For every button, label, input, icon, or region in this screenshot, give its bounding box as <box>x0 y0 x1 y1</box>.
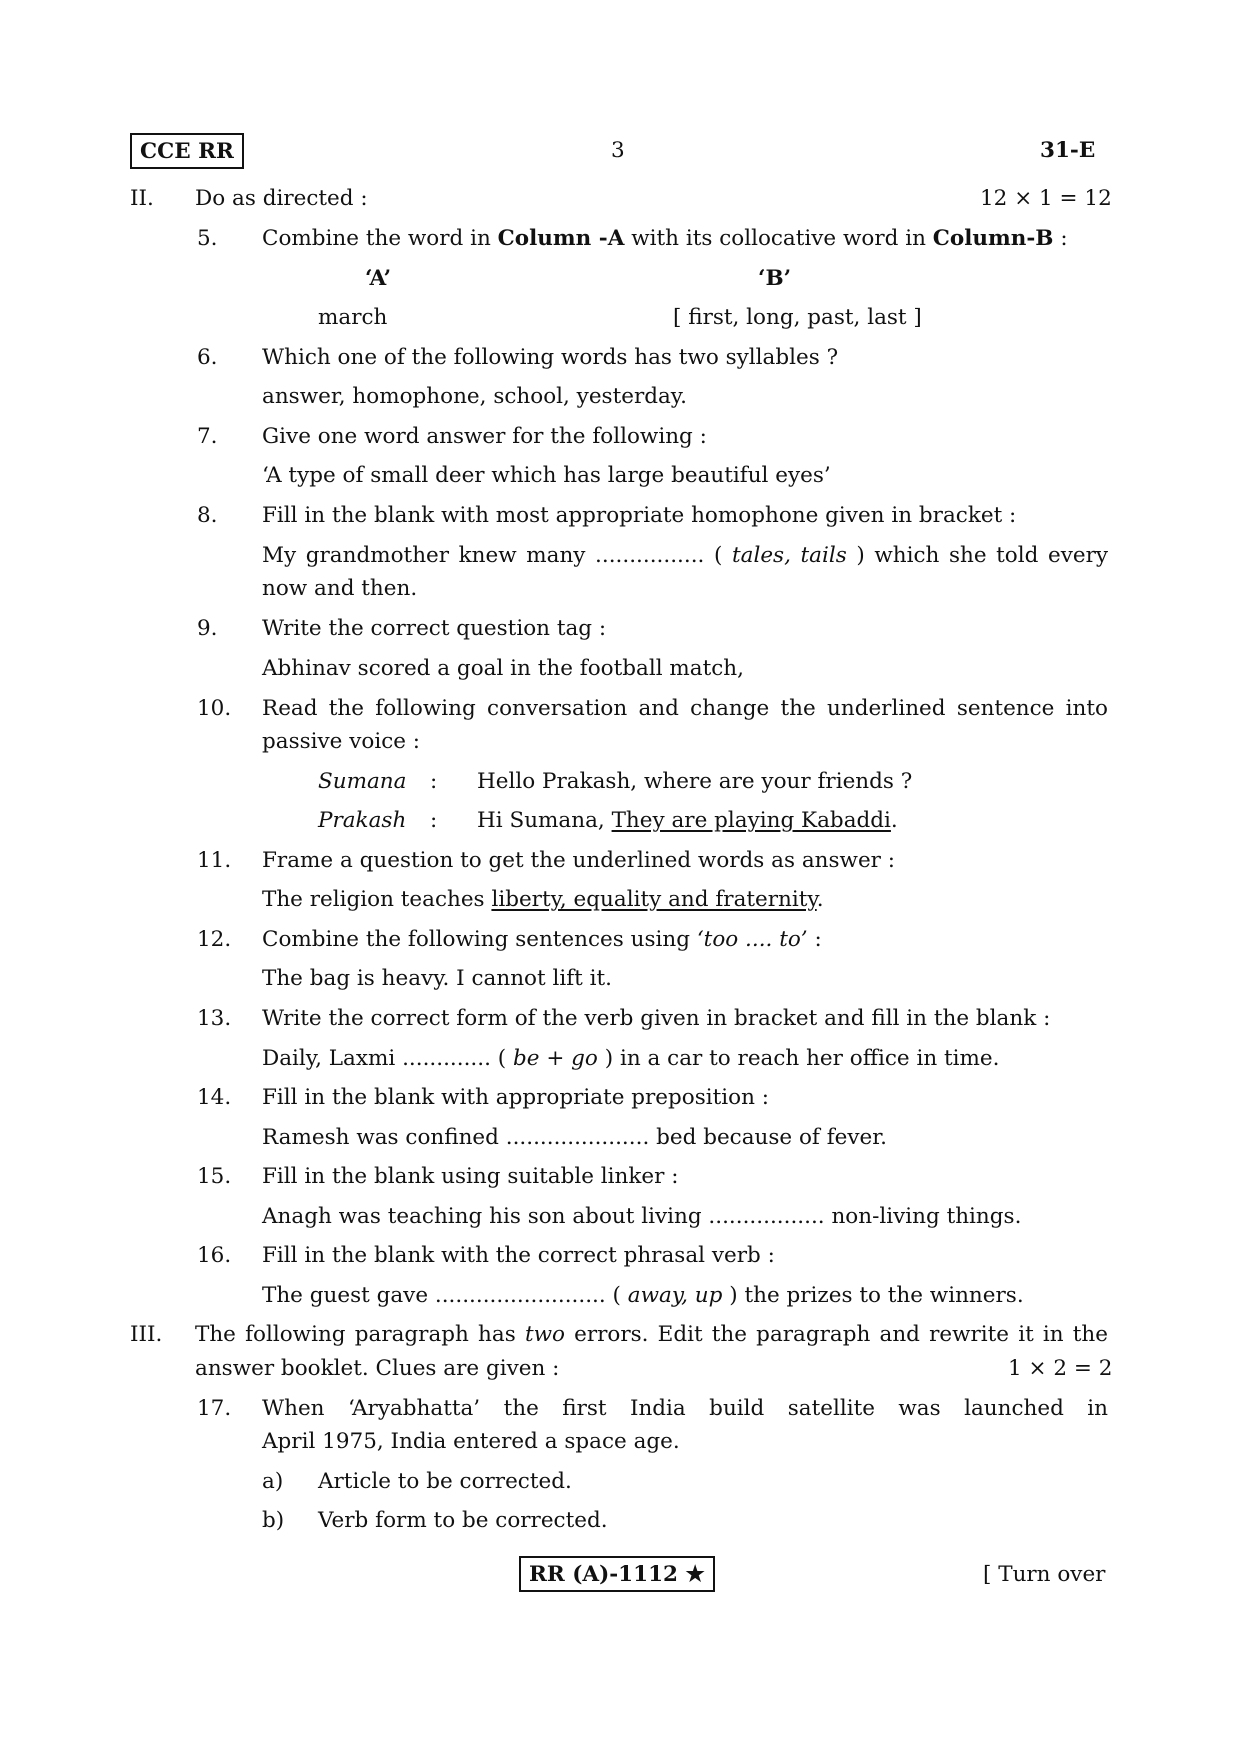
q10-number: 10. <box>197 696 232 721</box>
turn-over: [ Turn over <box>983 1562 1106 1587</box>
q6-sub: answer, homophone, school, yesterday. <box>262 384 687 409</box>
q11-text: Frame a question to get the underlined words as answer : <box>262 848 896 873</box>
q10-colon-2: : <box>430 808 438 833</box>
section-3-line2: answer booklet. Clues are given : <box>195 1356 560 1381</box>
q7-number: 7. <box>197 424 218 449</box>
q17-line2: April 1975, India entered a space age. <box>262 1429 680 1454</box>
q17-a-text: Article to be corrected. <box>318 1469 572 1494</box>
q9-number: 9. <box>197 616 218 641</box>
q15-number: 15. <box>197 1164 232 1189</box>
q16-text: Fill in the blank with the correct phrasal verb : <box>262 1243 775 1268</box>
q8-sub-line1: My grandmother knew many ................ ( tales, tails ) which she told every <box>262 543 1109 568</box>
q17-b-text: Verb form to be corrected. <box>318 1508 608 1533</box>
q6-text: Which one of the following words has two syllables ? <box>262 345 839 370</box>
q10-colon-1: : <box>430 769 438 794</box>
footer-code: RR (A)-1112 ★ <box>519 1556 715 1592</box>
q5-column-a-heading: ‘A’ <box>365 266 392 291</box>
q5-column-b-heading: ‘B’ <box>758 266 792 291</box>
q16-number: 16. <box>197 1243 232 1268</box>
q13-number: 13. <box>197 1006 232 1031</box>
q14-text: Fill in the blank with appropriate preposition : <box>262 1085 770 1110</box>
q13-text: Write the correct form of the verb given in bracket and fill in the blank : <box>262 1006 1051 1031</box>
q15-sub: Anagh was teaching his son about living ................. non-living things. <box>262 1204 1022 1229</box>
q10-speaker-1: Sumana <box>318 769 407 794</box>
q10-line-2: Hi Sumana, They are playing Kabaddi. <box>477 808 898 833</box>
header-left-code: CCE RR <box>130 133 244 169</box>
section-2-title: Do as directed : <box>195 186 368 211</box>
q10-speaker-2: Prakash <box>318 808 407 833</box>
q10-text-line2: passive voice : <box>262 729 421 754</box>
q14-number: 14. <box>197 1085 232 1110</box>
section-3-line1: The following paragraph has two errors. Edit the paragraph and rewrite it in the <box>195 1322 1108 1347</box>
section-3-roman: III. <box>130 1322 163 1347</box>
q12-sub: The bag is heavy. I cannot lift it. <box>262 966 612 991</box>
q12-text: Combine the following sentences using ‘too .... to’ : <box>262 927 822 952</box>
q10-line-1: Hello Prakash, where are your friends ? <box>477 769 913 794</box>
q17-number: 17. <box>197 1396 232 1421</box>
page-number: 3 <box>611 138 625 163</box>
q17-line1: When ‘Aryabhatta’ the first India build satellite was launched in <box>262 1396 1108 1421</box>
q11-number: 11. <box>197 848 232 873</box>
q8-sub-line2: now and then. <box>262 576 418 601</box>
q5-number: 5. <box>197 226 218 251</box>
section-2-marks: 12 × 1 = 12 <box>980 186 1112 211</box>
q12-number: 12. <box>197 927 232 952</box>
q9-text: Write the correct question tag : <box>262 616 607 641</box>
q10-text-line1: Read the following conversation and change the underlined sentence into <box>262 696 1108 721</box>
q15-text: Fill in the blank using suitable linker : <box>262 1164 679 1189</box>
section-2-roman: II. <box>130 186 154 211</box>
q5-text: Combine the word in Column -A with its collocative word in Column-B : <box>262 226 1068 251</box>
q5-options: [ first, long, past, last ] <box>673 305 922 330</box>
section-3-marks: 1 × 2 = 2 <box>1008 1356 1113 1381</box>
q6-number: 6. <box>197 345 218 370</box>
q9-sub: Abhinav scored a goal in the football match, <box>262 656 744 681</box>
q17-b-label: b) <box>262 1508 285 1533</box>
q7-sub: ‘A type of small deer which has large beautiful eyes’ <box>262 463 831 488</box>
q5-word: march <box>318 305 388 330</box>
q14-sub: Ramesh was confined ..................... bed because of fever. <box>262 1125 888 1150</box>
q11-sub: The religion teaches liberty, equality and fraternity. <box>262 887 824 912</box>
q7-text: Give one word answer for the following : <box>262 424 707 449</box>
header-right-code: 31-E <box>1040 138 1096 163</box>
q8-text: Fill in the blank with most appropriate homophone given in bracket : <box>262 503 1017 528</box>
q16-sub: The guest gave ......................... ( away, up ) the prizes to the winners. <box>262 1283 1024 1308</box>
q17-a-label: a) <box>262 1469 284 1494</box>
q8-number: 8. <box>197 503 218 528</box>
q13-sub: Daily, Laxmi ............. ( be + go ) in a car to reach her office in time. <box>262 1046 1000 1071</box>
